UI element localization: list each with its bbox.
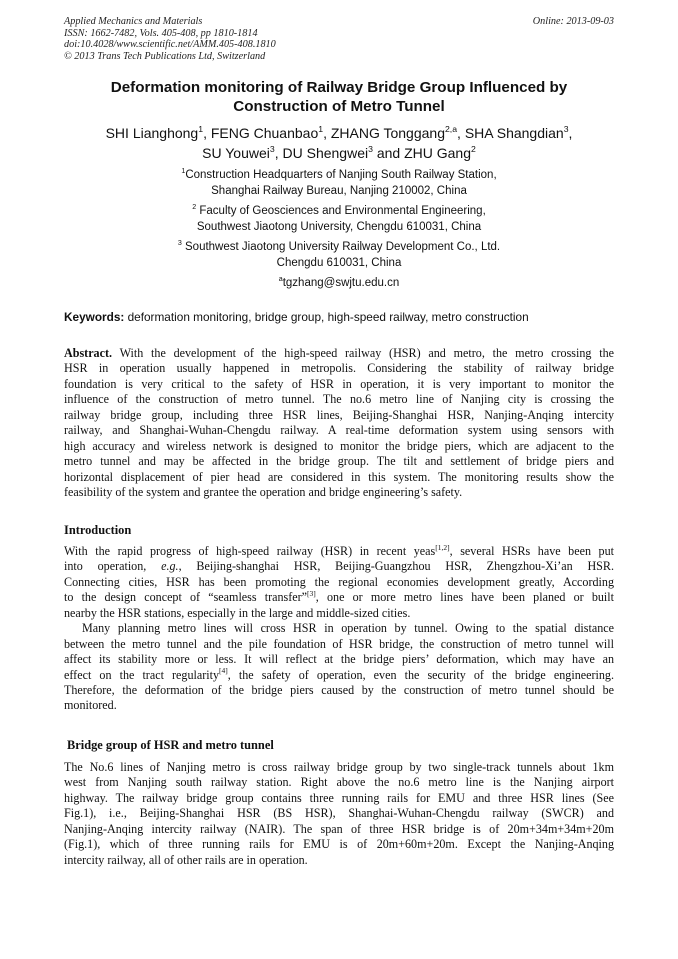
emphasis: e.g.: [161, 559, 179, 574]
text-run: With the rapid progress of high-speed railway (HSR) in recent yeas: [64, 544, 436, 558]
body-line: Fig.1), i.e., Beijing-Shanghai HSR (BS HSR), Shanghai-Wuhan-Chengdu railway (SWCR) and: [64, 806, 614, 821]
author-affiliation-mark: 3: [368, 143, 373, 154]
body-line: [64, 544, 614, 559]
journal-header: [64, 16, 444, 62]
email-address[interactable]: tgzhang@swjtu.edu.cn: [282, 277, 400, 289]
text-run: , several HSRs have been put: [449, 544, 614, 558]
author-name: and ZHU Gang: [372, 145, 471, 161]
abstract: [64, 346, 614, 500]
keywords-text: deformation monitoring, bridge group, high-speed railway, metro construction: [124, 310, 529, 324]
title-line-2: Construction of Metro Tunnel: [233, 98, 445, 115]
text-run: , one or more metro lines have been planed or built: [315, 590, 614, 605]
affiliation-text: Construction Headquarters of Nanjing South Railway Station,: [185, 169, 497, 181]
section-heading-introduction: Introduction: [64, 523, 132, 537]
email-line: [40, 276, 638, 292]
abstract-label: Abstract.: [64, 346, 113, 360]
author-name: SU Youwei: [202, 145, 270, 161]
author-affiliation-mark: 1: [198, 123, 204, 134]
keywords: [64, 309, 624, 325]
body-line: [64, 590, 614, 605]
keywords-label: Keywords:: [64, 310, 125, 324]
body-line: [64, 559, 614, 574]
body-line: (Fig.1), which of three running rails for EMU is of 20m+60m+20m. Except the Nanjing-Anqing: [64, 837, 614, 852]
author-line-2: [40, 143, 638, 163]
journal-issn: ISSN: 1662-7482, Vols. 405-408, pp 1810-1814: [64, 27, 258, 39]
abstract-line: metro tunnel and may be affected in the bridge group. The tilt and settlement of bridge piers and: [64, 454, 614, 469]
citation[interactable]: [1,2]: [435, 544, 450, 552]
body-line: Nanjing-Anqing intercity railway (NAIR). The span of three HSR bridge is of 20m+34m+34m+20m: [64, 821, 614, 836]
abstract-line: feasibility of the system and grantee the operation and bridge engineering’s safety.: [64, 484, 463, 499]
abstract-line: railway, and Shanghai-Wuhan-Chengdu railway. A real-time deformation system using sensors with: [64, 423, 614, 438]
author-affiliation-mark: 1: [318, 123, 324, 134]
body-line: Connecting cities, HSR has been promoting the regional economies development greatly, According: [64, 574, 614, 589]
text-run: , Beijing-shanghai HSR, Beijing-Guangzhou HSR, Zhengzhou-Xi’an HSR.: [178, 559, 614, 574]
abstract-line: HSR in operation usually happened in metropolis. Considering the stability of railway bridge: [64, 361, 614, 376]
email-mark: a: [278, 274, 283, 283]
citation[interactable]: [4]: [219, 667, 228, 676]
abstract-line: influence of the construction of metro tunnel. The no.6 metro line of Nanjing city is crossing the: [64, 392, 614, 407]
journal-name: Applied Mechanics and Materials: [64, 16, 203, 27]
affiliation-3: [40, 240, 638, 271]
text-run: to the design concept of “seamless transfer”: [64, 590, 308, 605]
abstract-line: [64, 346, 614, 361]
affiliation-mark: 3: [177, 238, 182, 247]
abstract-line: railway bridge group, including three HSR lines, Beijing-Shanghai HSR, Nanjing-Anqing intercity: [64, 407, 614, 422]
affiliation-text: Southwest Jiaotong University Railway Development Co., Ltd.: [181, 241, 501, 253]
abstract-line: high accuracy and wireless network is designed to monitor the bridge piers, which are adjacent to the: [64, 438, 614, 453]
author-affiliation-mark: 3: [563, 123, 569, 134]
text-run: into operation,: [64, 559, 162, 574]
affiliation-line: [40, 240, 638, 256]
affiliation-line: Shanghai Railway Bureau, Nanjing 210002, China: [211, 184, 467, 197]
body-line: The No.6 lines of Nanjing metro is cross railway bridge group by two single-track tunnels about 1km: [64, 760, 614, 774]
body-line: intercity railway, all of other rails are in operation.: [64, 852, 308, 867]
author-name: SHI Lianghong: [105, 125, 199, 141]
body-line: west from Nanjing south railway station. Right above the no.6 metro line is the Nanjing airport: [64, 775, 614, 790]
abstract-line: horizontal displacement of pier head are considered in this system. The monitoring results show the: [64, 469, 614, 484]
body-line: Many planning metro lines will cross HSR in operation by tunnel. Owing to the spatial distance: [82, 621, 614, 636]
affiliation-1: [40, 168, 638, 199]
bridge-section-text: [64, 760, 614, 868]
author-separator: ,: [568, 125, 573, 141]
body-line: monitored.: [64, 698, 117, 713]
author-affiliation-mark: 2,a: [444, 123, 458, 134]
paper-title: [40, 78, 638, 116]
author-list: [40, 123, 638, 163]
abstract-text: With the development of the high-speed railway (HSR) and metro, the metro crossing the: [112, 346, 614, 360]
body-line: nearby the HSR stations, especially in the large and middle-sized cities.: [64, 605, 411, 620]
body-line: Therefore, the deformation of the bridge piers caused by the construction of metro tunnel should be: [64, 682, 614, 697]
section-heading-bridge-group: Bridge group of HSR and metro tunnel: [67, 738, 274, 752]
author-line-1: [40, 123, 638, 143]
online-date: Online: 2013-09-03: [532, 16, 614, 27]
affiliation-2: [40, 204, 638, 235]
introduction-text: [64, 544, 614, 714]
author-name: , FENG Chuanbao: [203, 125, 319, 141]
abstract-line: foundation is very critical to the safety of HSR in operation, it is very important to monitor the: [64, 376, 614, 391]
affiliation-line: Southwest Jiaotong University, Chengdu 610031, China: [196, 220, 482, 233]
author-name: , DU Shengwei: [274, 145, 369, 161]
citation[interactable]: [3]: [307, 590, 316, 598]
journal-copyright: © 2013 Trans Tech Publications Ltd, Switzerland: [64, 50, 266, 62]
title-line-1: Deformation monitoring of Railway Bridge Group Influenced by: [110, 79, 568, 96]
text-run: effect on the tract regularity: [64, 667, 220, 682]
affiliation-line: Chengdu 610031, China: [276, 256, 402, 269]
body-line: affect its stability more or less. It will reflect at the bridge piers’ deformation, which may have an: [64, 652, 614, 667]
affiliation-line: [40, 204, 638, 220]
body-line: [64, 668, 614, 683]
body-line: between the metro tunnel and the pile foundation of HSR bridge, the construction of metro tunnel will: [64, 636, 614, 651]
affiliation-mark: 2: [192, 202, 197, 211]
journal-doi[interactable]: doi:10.4028/www.scientific.net/AMM.405-408.1810: [64, 39, 276, 51]
affiliation-line: [40, 168, 638, 184]
text-run: , the safety of operation, even the security of the bridge engineering.: [227, 667, 614, 682]
corresponding-email: [40, 276, 638, 292]
affiliation-mark: 1: [181, 166, 186, 175]
affiliation-text: Faculty of Geosciences and Environmental Engineering,: [196, 205, 486, 217]
author-name: , SHA Shangdian: [457, 125, 564, 141]
author-affiliation-mark: 3: [269, 143, 275, 154]
author-name: , ZHANG Tonggang: [323, 125, 445, 141]
body-line: highway. The railway bridge group contains three running rails for EMU and three HSR lines (See: [64, 790, 614, 805]
author-affiliation-mark: 2: [471, 143, 476, 154]
